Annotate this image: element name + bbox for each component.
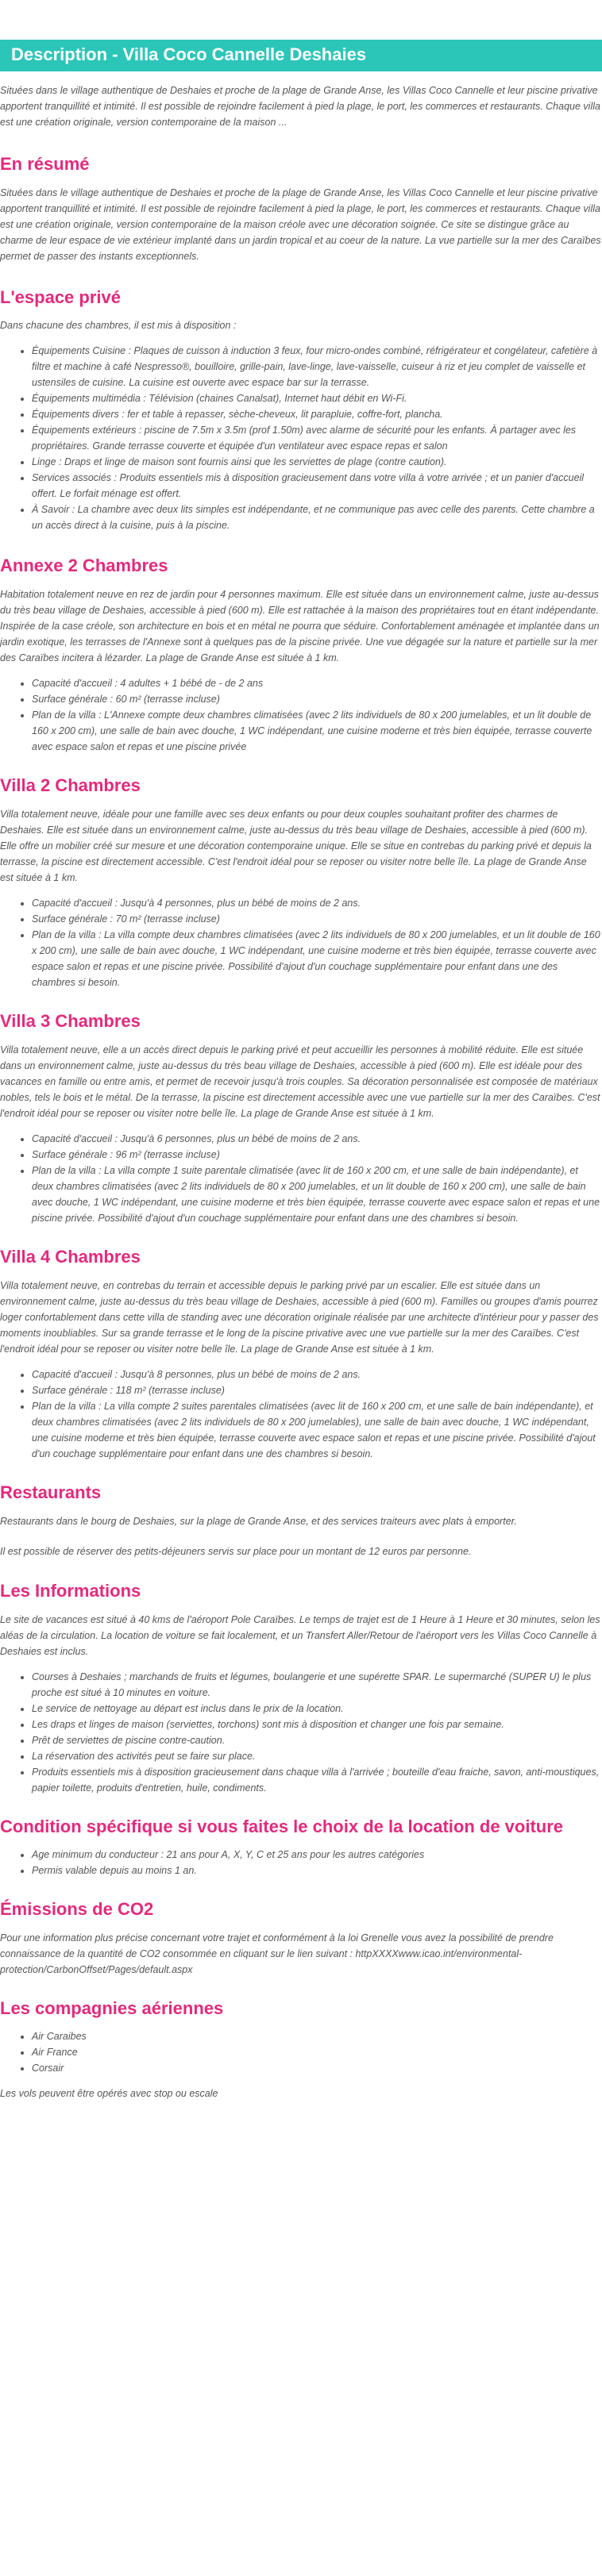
list-item: • Linge : Draps et linge de maison sont fournis ainsi que les serviettes de plage (contre caution). [32, 454, 602, 470]
section-title-villa-3: Villa 3 Chambres [0, 1011, 141, 1031]
section-title-villa-4: Villa 4 Chambres [0, 1247, 141, 1267]
list-item: • Services associés : Produits essentiels mis à disposition gracieusement dans votre villa à votre arrivée ; et un panier d'accueil offert. Le forfait ménage est offert. [32, 470, 602, 502]
list-item: • Age minimum du conducteur : 21 ans pour A, X, Y, C et 25 ans pour les autres catégories [32, 1847, 602, 1863]
informations-text: Le site de vacances est situé à 40 kms de l'aéroport Pole Caraïbes. Le temps de trajet est de 1 Heure à 1 Heure et 30 minutes, selon les aléas de la circulation. La location de voiture se fait localement, et un Transfert Aller/Retour de l'aéroport vers les Villas Coco Cannelle à Deshaies est inclus. [0, 1614, 600, 1657]
espace-prive-intro: Dans chacune des chambres, il est mis à disposition : [0, 320, 237, 331]
list-item: • Produits essentiels mis à disposition gracieusement dans chaque villa à l'arrivée ; bouteille d'eau fraiche, savon, anti-moustiques, papier toilette, produits d'entretien, huile, condiments. [32, 1764, 602, 1796]
compagnies-list [0, 2028, 602, 2076]
list-item: • La réservation des activités peut se faire sur place. [32, 1748, 602, 1764]
villa-3-text: Villa totalement neuve, elle a un accès direct depuis le parking privé et peut accueillir les personnes à mobilité réduite. Elle est située dans un environnement calme, juste au-dessus du très beau village de Deshaies, accessible à pied (600 m). Elle est idéale pour des vacances en famille ou entre amis, et permet de recevoir jusqu'à trois couples. Sa décoration personnalisée est composée de matériaux nobles, tels le bois et le métal. De la terrasse, la piscine est directement accessible avec une vue partielle sur la mer des Caraïbes. C'est l'endroit idéal pour se reposer ou visiter notre belle île. La plage de Grande Anse est située à 1 km. [0, 1044, 600, 1119]
list-item: • Courses à Deshaies ; marchands de fruits et légumes, boulangerie et une supérette SPAR. Le supermarché (SUPER U) le plus proche est situé à 10 minutes en voiture. [32, 1669, 602, 1701]
list-item: • Équipements extérieurs : piscine de 7.5m x 3.5m (prof 1.50m) avec alarme de sécurité pour les enfants. À partager avec les propriétaires. Grande terrasse couverte et équipée d'un ventilateur avec espace repas et salon [32, 422, 602, 454]
section-title-restaurants: Restaurants [0, 1482, 102, 1502]
resume-text: Situées dans le village authentique de Deshaies et proche de la plage de Grande Anse, les Villas Coco Cannelle et leur piscine privative apportent tranquillité et intimité. Il est possible de rejoindre facilement à pied la plage, le port, les commerces et restaurants. Chaque villa est une création originale, version contemporaine de la maison créole avec une décoration soignée. Ce site se distingue grâce au charme de leur espace de vie extérieur implanté dans un jardin tropical et au coeur de la nature. La vue partielle sur la mer des Caraïbes permet de passer des instants exceptionnels. [0, 187, 601, 262]
list-item: • Surface générale : 118 m² (terrasse incluse) [32, 1382, 602, 1398]
section-title-co2: Émissions de CO2 [0, 1899, 154, 1919]
informations-list [0, 1669, 602, 1796]
list-item: • Permis valable depuis au moins 1 an. [32, 1863, 602, 1878]
list-item: • Surface générale : 70 m² (terrasse incluse) [32, 911, 602, 927]
list-item: • Capacité d'accueil : Jusqu'à 6 personnes, plus un bébé de moins de 2 ans. [32, 1131, 602, 1147]
list-item: • Plan de la villa : La villa compte deux chambres climatisées (avec 2 lits individuels de 80 x 200 jumelables, et un lit double de 160 x 200 cm), une salle de bain avec douche, 1 WC indépendant, une cuisine moderne et très bien équipée, terrasse couverte avec espace salon et repas et une piscine privée. Possibilité d'ajout d'un couchage supplémentaire pour enfant dans une des chambres si besoin. [32, 927, 602, 990]
annexe-list [0, 675, 602, 755]
section-title-location-voiture: Condition spécifique si vous faites le choix de la location de voiture [0, 1817, 564, 1836]
section-title-resume: En résumé [0, 154, 90, 174]
list-item: • Corsair [32, 2060, 602, 2076]
list-item: • Plan de la villa : La villa compte 2 suites parentales climatisées (avec lit de 160 x 200 cm, et une salle de bain indépendante), et deux chambres climatisées (avec 2 lits individuels de 80 x 200 jumelables), une salle de bain avec douche, 1 WC indépendant, une cuisine moderne et très bien équipée, terrasse couverte avec espace salon et repas et une piscine privée. Possibilité d'ajout d'un couchage supplémentaire pour enfant dans une des chambres si besoin. [32, 1398, 602, 1462]
restaurants-text: Restaurants dans le bourg de Deshaies, sur la plage de Grande Anse, et des services traiteurs avec plats à emporter. [0, 1516, 517, 1527]
page-title: Description - Villa Coco Cannelle Deshaies [11, 44, 367, 64]
villa-3-list [0, 1131, 602, 1226]
annexe-text: Habitation totalement neuve en rez de jardin pour 4 personnes maximum. Elle est située dans un environnement calme, juste au-dessus du très beau village de Deshaies, accessible à pied (600 m). Elle est rattachée à la maison des propriétaires tout en étant indépendante. Inspirée de la case créole, son architecture en bois et en métal ne pourra que séduire. Confortablement aménagée et implantée dans un jardin exotique, les terrasses de l'Annexe sont à quelques pas de la piscine privée. Une vue dégagée sur la nature et partielle sur la mer des Caraïbes incitera à lézarder. La plage de Grande Anse est située à 1 km. [0, 589, 600, 663]
list-item: • À Savoir : La chambre avec deux lits simples est indépendante, et ne communique pas avec celle des parents. Cette chambre a un accès direct à la cuisine, puis à la piscine. [32, 502, 602, 533]
page-title-banner [0, 40, 602, 71]
villa-2-list [0, 895, 602, 990]
section-title-espace-prive: L'espace privé [0, 287, 121, 307]
list-item: • Le service de nettoyage au départ est inclus dans le prix de la location. [32, 1701, 602, 1717]
section-title-informations: Les Informations [0, 1581, 141, 1601]
section-title-annexe: Annexe 2 Chambres [0, 556, 168, 575]
list-item: • Équipements divers : fer et table à repasser, sèche-cheveux, lit parapluie, coffre-fort, plancha. [32, 406, 602, 422]
espace-prive-list [0, 343, 602, 533]
list-item: • Équipements multimédia : Télévision (chaines Canalsat), Internet haut débit en Wi-Fi. [32, 390, 602, 406]
list-item: • Surface générale : 60 m² (terrasse incluse) [32, 691, 602, 707]
list-item: • Surface générale : 96 m² (terrasse incluse) [32, 1147, 602, 1163]
intro-text: Situées dans le village authentique de Deshaies et proche de la plage de Grande Anse, les Villas Coco Cannelle et leur piscine privative apportent tranquillité et intimité. Il est possible de rejoindre facilement à pied la plage, le port, les commerces et restaurants. Chaque villa est une création originale, version contemporaine de la maison ... [0, 85, 600, 128]
compagnies-note: Les vols peuvent être opérés avec stop ou escale [0, 2088, 218, 2099]
villa-2-text: Villa totalement neuve, idéale pour une famille avec ses deux enfants ou pour deux couples souhaitant profiter des charmes de Deshaies. Elle est située dans un environnement calme, juste au-dessus du très beau village de Deshaies, accessible à pied (600 m). Elle offre un mobilier créé sur mesure et une décoration contemporaine unique. Elle se situe en contrebas du parking privé et depuis la terrasse, la piscine est directement accessible. C'est l'endroit idéal pour se reposer ou visiter notre belle île. La plage de Grande Anse est située à 1 km. [0, 809, 592, 883]
villa-4-list [0, 1367, 602, 1462]
list-item: • Prêt de serviettes de piscine contre-caution. [32, 1732, 602, 1748]
list-item: • Plan de la villa : La villa compte 1 suite parentale climatisée (avec lit de 160 x 200 cm, et une salle de bain indépendante), et deux chambres climatisées (avec 2 lits individuels de 80 x 200 jumelables, et un lit double de 160 x 200 cm), une salle de bain avec douche, 1 WC indépendant, une cuisine moderne et très bien équipée, terrasse couverte avec espace salon et repas et une piscine privée. Possibilité d'ajout d'un couchage supplémentaire pour enfant dans une des chambres si besoin. [32, 1163, 602, 1226]
list-item: • Capacité d'accueil : Jusqu'à 4 personnes, plus un bébé de moins de 2 ans. [32, 895, 602, 911]
section-title-compagnies: Les compagnies aériennes [0, 1998, 224, 2018]
list-item: • Air France [32, 2044, 602, 2060]
list-item: • Plan de la villa : L'Annexe compte deux chambres climatisées (avec 2 lits individuels de 80 x 200 jumelables, et un lit double de 160 x 200 cm), une salle de bain avec douche, 1 WC indépendant, une cuisine moderne et très bien équipée, terrasse couverte avec espace salon et repas et une piscine privée [32, 707, 602, 755]
restaurants-breakfast-text: Il est possible de réserver des petits-déjeuners servis sur place pour un montant de 12 euros par personne. [0, 1546, 472, 1557]
list-item: • Capacité d'accueil : Jusqu'à 8 personnes, plus un bébé de moins de 2 ans. [32, 1367, 602, 1382]
list-item: • Air Caraibes [32, 2028, 602, 2044]
section-title-villa-2: Villa 2 Chambres [0, 775, 141, 795]
list-item: • Équipements Cuisine : Plaques de cuisson à induction 3 feux, four micro-ondes combiné, réfrigérateur et congélateur, cafetière à filtre et machine à café Nespresso®, bouilloire, grille-pain, lave-linge, lave-vaisselle, cuiseur à riz et jeu complet de vaisselle et ustensiles de cuisine. La cuisine est ouverte avec espace bar sur la terrasse. [32, 343, 602, 390]
villa-4-text: Villa totalement neuve, en contrebas du terrain et accessible depuis le parking privé par un escalier. Elle est située dans un environnement calme, juste au-dessus du très beau village de Deshaies, accessible à pied (600 m). Familles ou groupes d'amis pourrez loger confortablement dans cette villa de standing avec une décoration originale réalisée par une architecte d'intérieur pour y passer des moments inoubliables. Sur sa grande terrasse et le long de la piscine privative avec une vue partielle sur la mer des Caraïbes. C'est l'endroit idéal pour se reposer ou visiter notre belle île. La plage de Grande Anse est située à 1 km. [0, 1280, 599, 1355]
location-voiture-list [0, 1847, 602, 1878]
co2-text: Pour une information plus précise concernant votre trajet et conformément à la loi Grenelle vous avez la possibilité de prendre connaissance de la quantité de CO2 consommée en cliquant sur le lien suivant : httpXXXXwww.icao.int/environmental-protection/CarbonOffset/Pages/default.aspx [0, 1932, 554, 1975]
list-item: • Capacité d'accueil : 4 adultes + 1 bébé de - de 2 ans [32, 675, 602, 691]
list-item: • Les draps et linges de maison (serviettes, torchons) sont mis à disposition et changer une fois par semaine. [32, 1717, 602, 1732]
